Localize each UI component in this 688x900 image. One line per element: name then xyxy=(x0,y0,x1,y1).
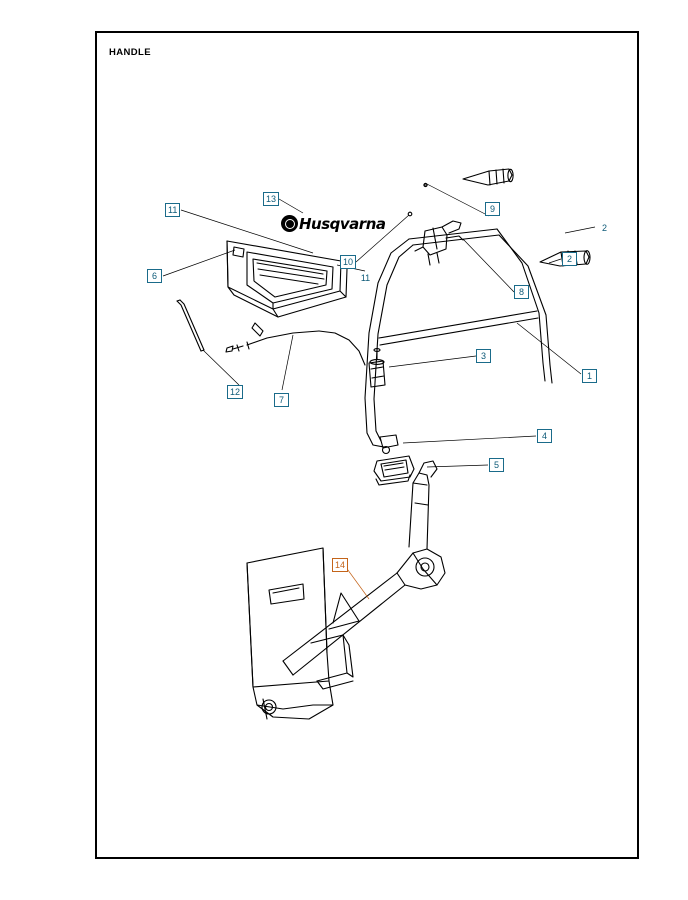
husqvarna-logo xyxy=(281,213,393,235)
callout-13[interactable]: 13 xyxy=(263,192,279,206)
callout-4[interactable]: 4 xyxy=(537,429,552,443)
callout-8[interactable]: 8 xyxy=(514,285,529,299)
callout-12[interactable]: 12 xyxy=(227,385,243,399)
page-title: HANDLE xyxy=(109,47,151,58)
callout-10[interactable]: 10 xyxy=(340,255,356,269)
callout-6[interactable]: 6 xyxy=(147,269,162,283)
husqvarna-crown-icon xyxy=(281,215,298,232)
callout-9[interactable]: 9 xyxy=(485,202,500,216)
callout-1[interactable]: 1 xyxy=(582,369,597,383)
callout-11[interactable]: 11 xyxy=(165,203,180,217)
callout-14[interactable]: 14 xyxy=(332,558,348,572)
brand-wordmark: Husqvarna xyxy=(299,215,386,233)
handle-assembly-artwork xyxy=(97,33,637,857)
callout-5[interactable]: 5 xyxy=(489,458,504,472)
callout-2-upper[interactable]: 2 xyxy=(601,223,607,233)
callout-2[interactable]: 2 xyxy=(562,252,577,266)
diagram-frame xyxy=(95,31,639,859)
callout-11-console[interactable]: 11 xyxy=(360,273,371,283)
callout-3[interactable]: 3 xyxy=(476,349,491,363)
exploded-view-drawing xyxy=(97,33,637,857)
callout-7[interactable]: 7 xyxy=(274,393,289,407)
